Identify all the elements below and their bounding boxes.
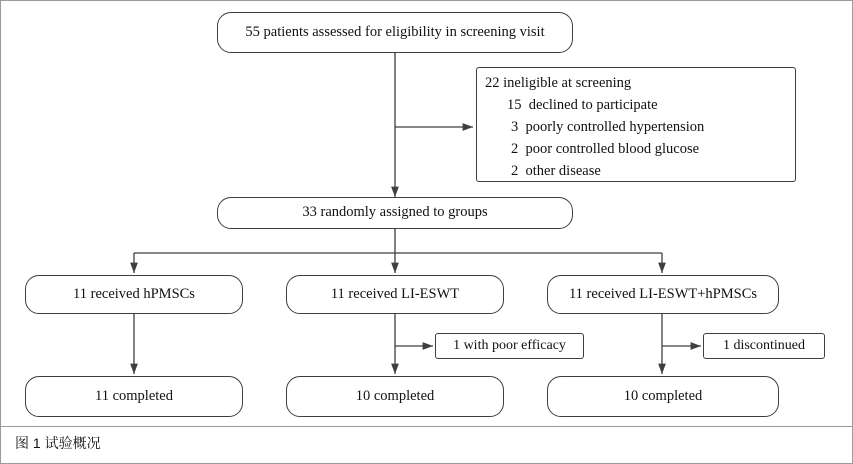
node-arm-3-completed — [547, 376, 779, 417]
node-ineligible-heading: 22 ineligible at screening — [485, 75, 632, 91]
node-arm-3-assigned-label: 11 received LI-ESWT+hPMSCs — [568, 285, 758, 302]
node-screening — [217, 12, 573, 53]
node-arm-2-assigned — [286, 275, 504, 314]
node-arm-2-assigned-label: 11 received LI-ESWT — [330, 285, 460, 302]
node-arm-3-exclusion-label: 1 discontinued — [722, 337, 806, 353]
node-arm-3-assigned — [547, 275, 779, 314]
node-arm-2-exclusion — [435, 333, 584, 359]
node-randomized — [217, 197, 573, 229]
figure-caption: 图 1 试验概况 — [15, 435, 101, 451]
node-arm-3-completed-label: 10 completed — [623, 387, 703, 404]
node-screening-label: 55 patients assessed for eligibility in screening visit — [245, 23, 545, 40]
node-arm-1-assigned-label: 11 received hPMSCs — [73, 285, 195, 302]
node-randomized-label: 33 randomly assigned to groups — [302, 204, 488, 221]
node-arm-2-exclusion-label: 1 with poor efficacy — [453, 337, 566, 353]
flow-diagram — [1, 1, 853, 425]
node-ineligible-reason-3: 2 poor controlled blood glucose — [511, 140, 700, 157]
node-ineligible-reason-1: 15 declined to participate — [507, 96, 658, 113]
node-ineligible-reason-4: 2 other disease — [511, 162, 601, 179]
node-arm-3-exclusion — [703, 333, 825, 359]
node-arm-1-completed-label: 11 completed — [95, 387, 173, 404]
node-arm-2-completed-label: 10 completed — [355, 387, 435, 404]
figure-divider — [1, 426, 853, 427]
node-ineligible — [476, 67, 796, 182]
node-ineligible-reason-2: 3 poorly controlled hypertension — [511, 118, 705, 135]
node-arm-1-completed — [25, 376, 243, 417]
node-arm-1-assigned — [25, 275, 243, 314]
node-arm-2-completed — [286, 376, 504, 417]
